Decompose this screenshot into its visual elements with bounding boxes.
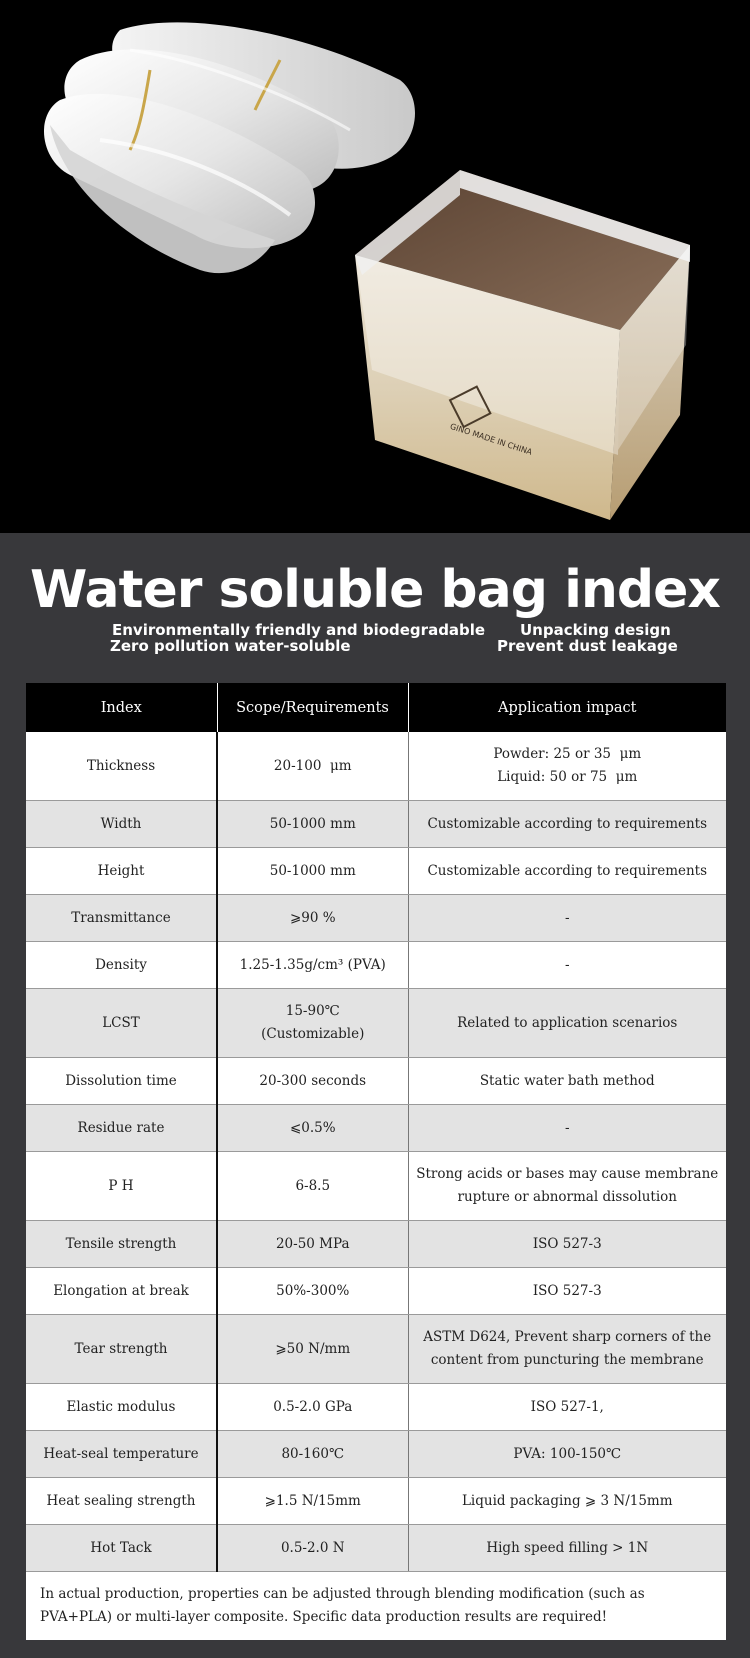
cell-scope: 50%-300% <box>217 1268 408 1315</box>
cell-index: LCST <box>26 989 217 1058</box>
cell-index: Tensile strength <box>26 1221 217 1268</box>
cell-impact: Liquid packaging ⩾ 3 N/15mm <box>408 1478 726 1525</box>
cell-impact: ISO 527-3 <box>408 1268 726 1315</box>
impact-line: content from puncturing the membrane <box>430 1352 704 1368</box>
product-photo-illustration <box>0 0 750 533</box>
cell-impact <box>408 732 726 801</box>
product-photo <box>0 0 750 533</box>
cell-impact: - <box>408 1105 726 1152</box>
table-row <box>26 1058 726 1105</box>
spec-table <box>26 683 726 1640</box>
cardboard-box <box>355 170 690 520</box>
tagline-dust: Prevent dust leakage <box>497 637 678 655</box>
table-row <box>26 1525 726 1572</box>
cell-scope: 0.5-2.0 N <box>217 1525 408 1572</box>
table-row <box>26 1268 726 1315</box>
cell-impact: - <box>408 942 726 989</box>
cell-index: Height <box>26 848 217 895</box>
cell-scope: 0.5-2.0 GPa <box>217 1384 408 1431</box>
table-header-row <box>26 683 726 732</box>
tagline-biodegradable: Environmentally friendly and biodegradable <box>112 621 486 639</box>
cell-index: Hot Tack <box>26 1525 217 1572</box>
table-row <box>26 848 726 895</box>
cell-scope: ⩽0.5% <box>217 1105 408 1152</box>
col-header-index: Index <box>26 683 217 732</box>
cell-impact: - <box>408 895 726 942</box>
table-row <box>26 801 726 848</box>
cell-scope: ⩾1.5 N/15mm <box>217 1478 408 1525</box>
svg-text:GINO MADE IN CHINA: GINO MADE IN CHINA <box>448 421 534 457</box>
cell-index: Heat sealing strength <box>26 1478 217 1525</box>
table-note <box>26 1572 726 1641</box>
cell-impact: High speed filling > 1N <box>408 1525 726 1572</box>
rolled-bags <box>44 22 415 273</box>
cell-impact: ISO 527-1, <box>408 1384 726 1431</box>
note-line: PVA+PLA) or multi-layer composite. Specific data production results are required! <box>40 1609 608 1625</box>
scope-line: 15-90℃ <box>285 1003 340 1019</box>
cell-scope: 20-50 MPa <box>217 1221 408 1268</box>
table-row <box>26 732 726 801</box>
cell-impact: ISO 527-3 <box>408 1221 726 1268</box>
impact-line: Liquid: 50 or 75 μm <box>497 769 638 785</box>
cell-scope: 20-100 μm <box>217 732 408 801</box>
cell-impact <box>408 1152 726 1221</box>
table-row <box>26 1152 726 1221</box>
cell-index: Residue rate <box>26 1105 217 1152</box>
table-row <box>26 895 726 942</box>
cell-impact: PVA: 100-150℃ <box>408 1431 726 1478</box>
cell-scope: 20-300 seconds <box>217 1058 408 1105</box>
cell-impact: Customizable according to requirements <box>408 848 726 895</box>
table-row <box>26 1221 726 1268</box>
cell-index: Density <box>26 942 217 989</box>
note-line: In actual production, properties can be adjusted through blending modification (such as <box>40 1586 645 1602</box>
table-row <box>26 989 726 1058</box>
cell-impact: Customizable according to requirements <box>408 801 726 848</box>
table-row <box>26 1105 726 1152</box>
cell-impact <box>408 1315 726 1384</box>
table-row <box>26 1431 726 1478</box>
cell-scope: 6-8.5 <box>217 1152 408 1221</box>
cell-index: Elastic modulus <box>26 1384 217 1431</box>
col-header-scope: Scope/Requirements <box>217 683 408 732</box>
col-header-impact: Application impact <box>408 683 726 732</box>
impact-line: rupture or abnormal dissolution <box>457 1189 677 1205</box>
cell-scope: 80-160℃ <box>217 1431 408 1478</box>
cell-index: Tear strength <box>26 1315 217 1384</box>
cell-index: P H <box>26 1152 217 1221</box>
cell-scope: 50-1000 mm <box>217 848 408 895</box>
scope-line: (Customizable) <box>261 1026 365 1042</box>
impact-line: Strong acids or bases may cause membrane <box>416 1166 719 1182</box>
impact-line: Powder: 25 or 35 μm <box>493 746 642 762</box>
cell-scope: ⩾50 N/mm <box>217 1315 408 1384</box>
cell-scope: ⩾90 % <box>217 895 408 942</box>
table-row <box>26 1478 726 1525</box>
table-note-row <box>26 1572 726 1641</box>
cell-impact: Static water bath method <box>408 1058 726 1105</box>
table-row <box>26 1315 726 1384</box>
table-row <box>26 942 726 989</box>
cell-scope: 1.25-1.35g/cm³ (PVA) <box>217 942 408 989</box>
page-title: Water soluble bag index <box>30 560 720 620</box>
cell-scope <box>217 989 408 1058</box>
cell-index: Elongation at break <box>26 1268 217 1315</box>
impact-line: ASTM D624, Prevent sharp corners of the <box>423 1329 712 1345</box>
cell-index: Heat-seal temperature <box>26 1431 217 1478</box>
cell-scope: 50-1000 mm <box>217 801 408 848</box>
table-row <box>26 1384 726 1431</box>
cell-index: Thickness <box>26 732 217 801</box>
cell-index: Width <box>26 801 217 848</box>
tagline-zero-pollution: Zero pollution water-soluble <box>110 637 351 655</box>
cell-impact: Related to application scenarios <box>408 989 726 1058</box>
cell-index: Dissolution time <box>26 1058 217 1105</box>
spec-panel <box>0 533 750 1658</box>
cell-index: Transmittance <box>26 895 217 942</box>
tagline-unpacking: Unpacking design <box>520 621 671 639</box>
